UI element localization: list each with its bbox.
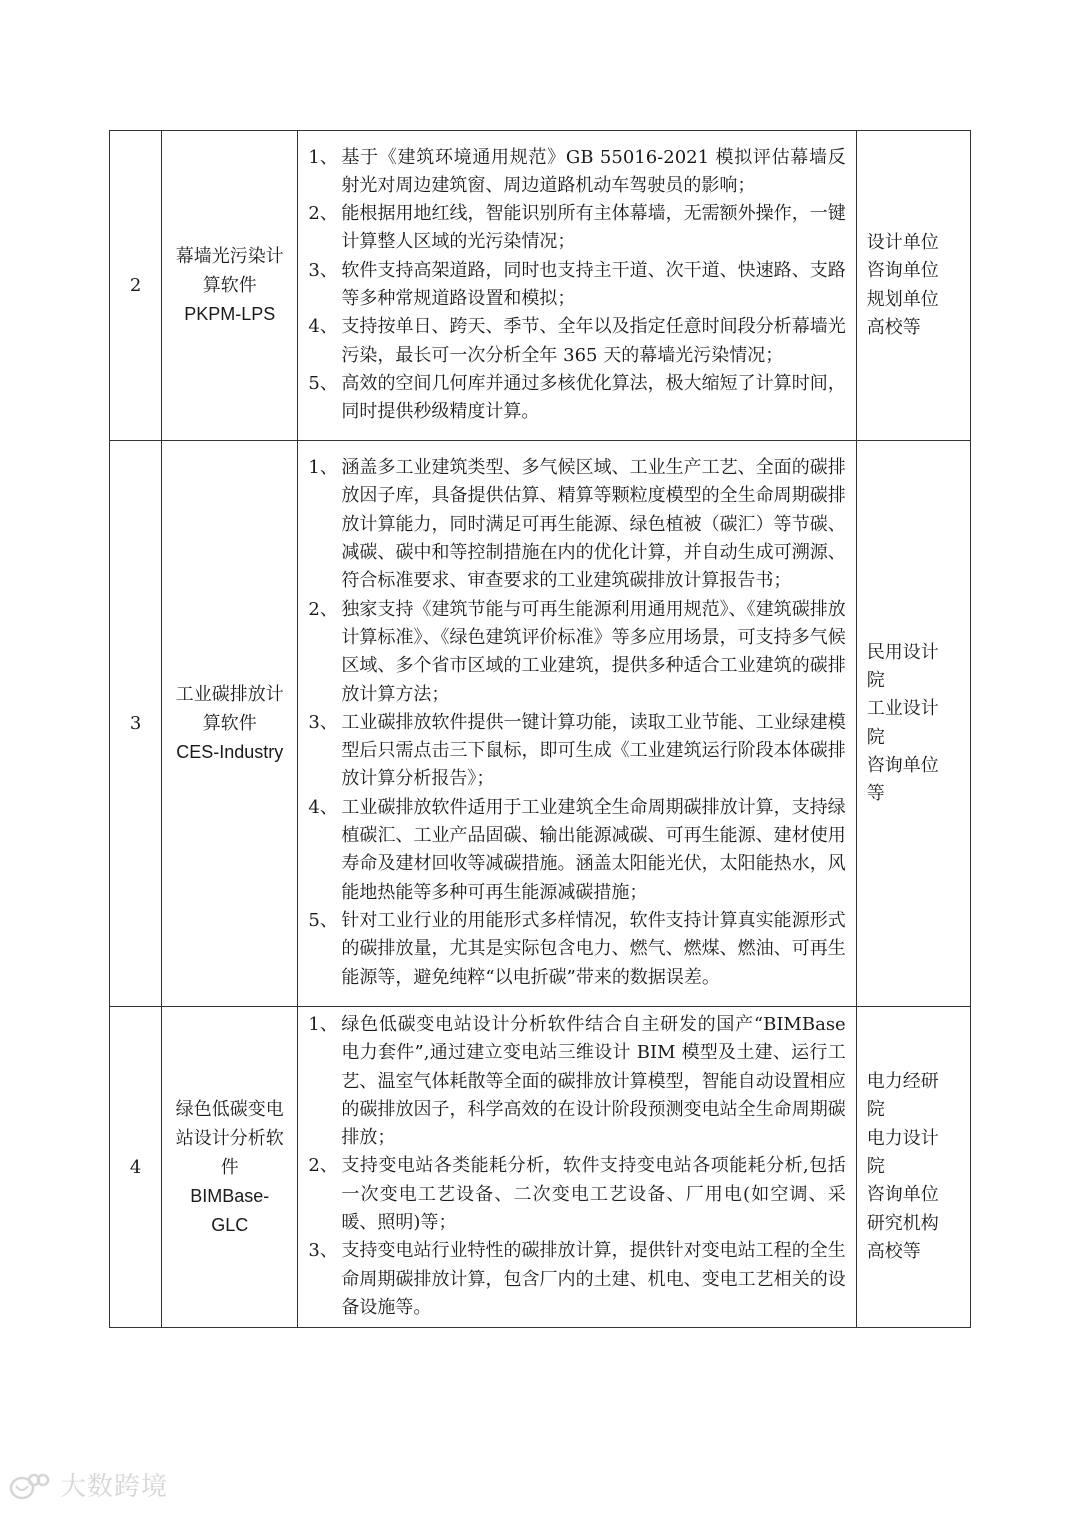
feature-item xyxy=(308,1152,845,1237)
feature-list xyxy=(298,131,856,441)
user-line: 院 xyxy=(866,1099,885,1121)
software-name-line: 算软件 xyxy=(202,275,257,296)
feature-text: 涵盖多工业建筑类型、多气候区域、工业生产工艺、全面的碳排放因子库，具备提供估算、精算等颗粒度模型的全生命周期碳排放计算能力，同时满足可再生能源、绿色植被（碳汇）等节碳、减碳、碳中和等控制措施在内的优化计算，并自动生成可溯源、符合标准要求、审查要求的工业建筑碳排放计算报告书； xyxy=(341,457,846,592)
feature-number: 3、 xyxy=(308,711,338,733)
software-code: CES-Industry xyxy=(176,742,284,762)
feature-number: 4、 xyxy=(308,796,338,818)
user-line: 等 xyxy=(866,783,885,805)
row-number: 2 xyxy=(110,131,162,441)
feature-number: 3、 xyxy=(308,259,338,281)
watermark-text: 大数跨境 xyxy=(60,1472,169,1502)
user-line: 咨询单位 xyxy=(866,754,939,776)
software-code: BIMBase-GLC xyxy=(190,1185,270,1235)
feature-number: 1、 xyxy=(308,1014,338,1035)
feature-text: 针对工业行业的用能形式多样情况，软件支持计算真实能源形式的碳排放量，尤其是实际包含电力、燃气、燃煤、燃油、可再生能源等，避免纯粹“以电折碳”带来的数据误差。 xyxy=(341,909,846,988)
feature-item xyxy=(308,1237,845,1322)
feature-number: 5、 xyxy=(308,372,338,394)
feature-text: 支持按单日、跨天、季节、全年以及指定任意时间段分析幕墙光污染，最长可一次分析全年 365 天的幕墙光污染情况； xyxy=(341,316,846,366)
feature-number: 1、 xyxy=(308,457,338,479)
feature-text: 工业碳排放软件适用于工业建筑全生命周期碳排放计算，支持绿植碳汇、工业产品固碳、输出能源减碳、可再生能源、建材使用寿命及建材回收等减碳措施。涵盖太阳能光伏，太阳能热水，风能地热能等多种可再生能源减碳措施； xyxy=(341,796,846,903)
software-name-line: 站设计分析软 xyxy=(175,1127,284,1149)
feature-item xyxy=(308,454,845,595)
feature-number: 4、 xyxy=(308,316,338,338)
feature-number: 2、 xyxy=(308,1155,338,1177)
user-line: 院 xyxy=(866,669,885,691)
feature-text: 支持变电站行业特性的碳排放计算，提供针对变电站工程的全生命周期碳排放计算，包含厂内的土建、机电、变电工艺相关的设备设施等。 xyxy=(341,1240,846,1318)
feature-item xyxy=(308,1011,845,1152)
feature-list xyxy=(298,441,856,1007)
feature-item xyxy=(308,200,845,257)
feature-number: 3、 xyxy=(308,1240,338,1262)
software-name-line: 工业碳排放计 xyxy=(175,684,284,705)
feature-number: 2、 xyxy=(308,203,338,225)
software-name xyxy=(162,131,298,441)
software-name-line: 件 xyxy=(220,1156,239,1178)
feature-text: 高效的空间几何库并通过多核优化算法，极大缩短了计算时间，同时提供秒级精度计算。 xyxy=(341,372,846,423)
feature-item xyxy=(308,313,845,370)
feature-text: 工业碳排放软件提供一键计算功能，读取工业节能、工业绿建模型后只需点击三下鼠标，即可生成《工业建筑运行阶段本体碳排放计算分析报告》； xyxy=(341,711,846,790)
feature-text: 能根据用地红线，智能识别所有主体幕墙，无需额外操作，一键计算整人区域的光污染情况； xyxy=(341,203,846,253)
feature-item xyxy=(308,709,845,794)
feature-item xyxy=(308,144,845,201)
software-name xyxy=(162,441,298,1007)
watermark xyxy=(8,1466,168,1503)
user-line: 高校等 xyxy=(866,1240,921,1262)
user-line: 电力设计 xyxy=(866,1127,939,1149)
user-line: 规划单位 xyxy=(866,288,939,310)
feature-text: 支持变电站各类能耗分析，软件支持变电站各项能耗分析,包括一次变电工艺设备、二次变电工艺设备、厂用电(如空调、采暖、照明)等； xyxy=(341,1155,846,1234)
target-users xyxy=(856,1007,970,1328)
feature-number: 5、 xyxy=(308,909,338,931)
table-row xyxy=(110,131,971,441)
feature-item xyxy=(308,370,845,427)
feature-number: 1、 xyxy=(308,146,338,168)
feature-item xyxy=(308,907,845,992)
software-name-line: 幕墙光污染计 xyxy=(175,246,284,267)
row-number: 3 xyxy=(110,441,162,1007)
user-line: 院 xyxy=(866,726,885,748)
software-name xyxy=(162,1007,298,1328)
feature-list xyxy=(298,1007,856,1328)
feature-text: 独家支持《建筑节能与可再生能源利用通用规范》、《建筑碳排放计算标准》、《绿色建筑评价标准》等多应用场景，可支持多气候区域、多个省市区域的工业建筑，提供多种适合工业建筑的碳排放计算方法； xyxy=(341,598,846,705)
watermark-logo-icon xyxy=(8,1468,54,1502)
software-table xyxy=(109,130,971,1328)
software-code: PKPM-LPS xyxy=(184,304,276,324)
table-row xyxy=(110,441,971,1007)
feature-text: 绿色低碳变电站设计分析软件结合自主研发的国产“BIMBase电力套件”,通过建立变电站三维设计 BIM 模型及土建、运行工艺、温室气体耗散等全面的碳排放计算模型，智能自动设置相应的碳排放因子，科学高效的在设计阶段预测变电站全生命周期碳排放； xyxy=(341,1014,846,1149)
software-name-line: 算软件 xyxy=(202,713,257,734)
user-line: 院 xyxy=(866,1155,885,1177)
feature-item xyxy=(308,794,845,907)
feature-text: 基于《建筑环境通用规范》GB 55016-2021 模拟评估幕墙反射光对周边建筑窗、周边道路机动车驾驶员的影响； xyxy=(341,146,846,196)
software-name-line: 绿色低碳变电 xyxy=(175,1098,284,1120)
feature-item xyxy=(308,257,845,314)
user-line: 民用设计 xyxy=(866,641,939,663)
user-line: 咨询单位 xyxy=(866,1184,939,1206)
user-line: 研究机构 xyxy=(866,1212,939,1234)
row-number: 4 xyxy=(110,1007,162,1328)
user-line: 设计单位 xyxy=(866,231,939,253)
user-line: 工业设计 xyxy=(866,698,939,720)
user-line: 电力经研 xyxy=(866,1071,939,1093)
user-line: 咨询单位 xyxy=(866,260,939,282)
target-users xyxy=(856,441,970,1007)
target-users xyxy=(856,131,970,441)
feature-number: 2、 xyxy=(308,598,338,620)
table-row xyxy=(110,1007,971,1328)
feature-item xyxy=(308,596,845,709)
user-line: 高校等 xyxy=(866,316,921,338)
feature-text: 软件支持高架道路，同时也支持主干道、次干道、快速路、支路等多种常规道路设置和模拟； xyxy=(341,259,846,309)
